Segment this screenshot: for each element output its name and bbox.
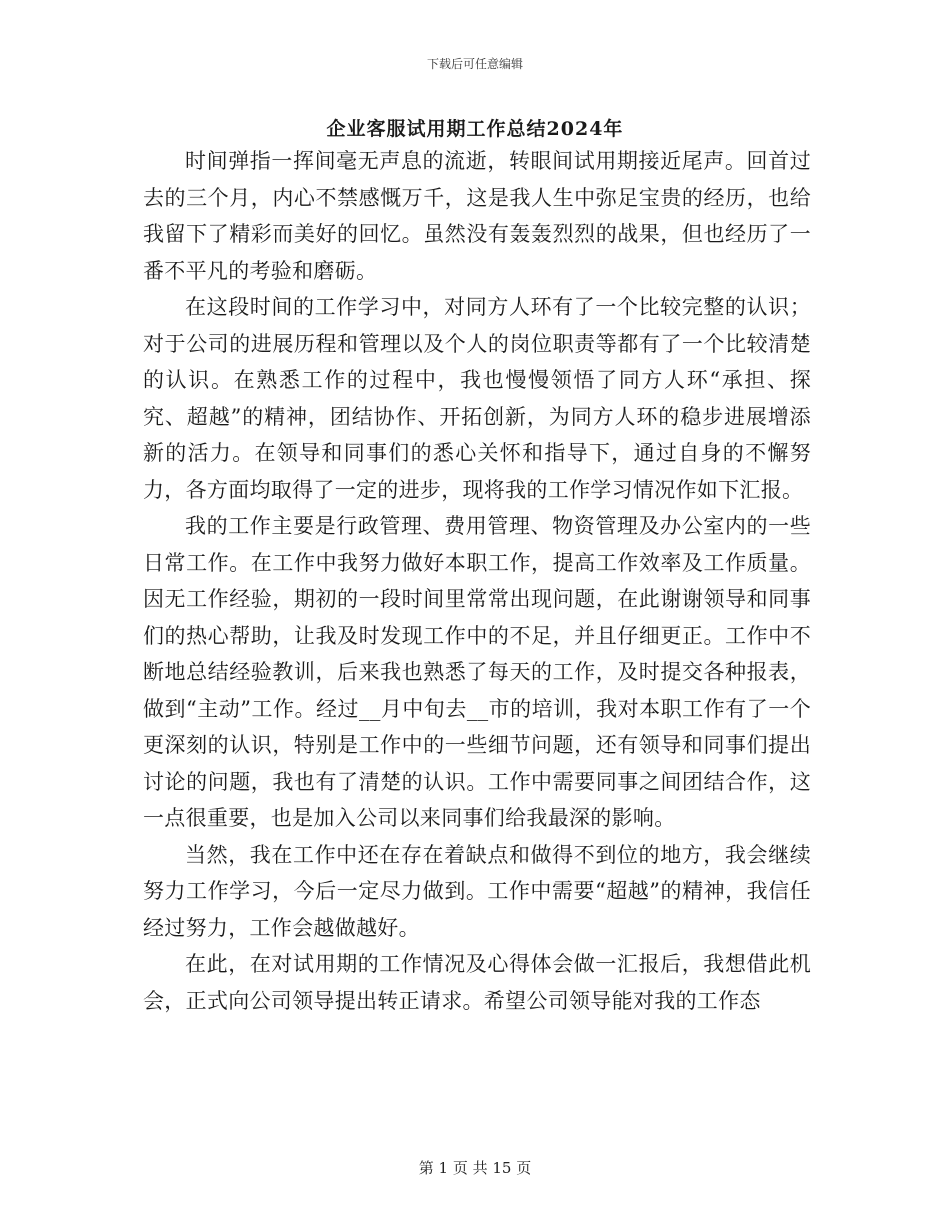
paragraph: 时间弹指一挥间毫无声息的流逝，转眼间试用期接近尾声。回首过去的三个月，内心不禁感慨万千，这是我人生中弥足宝贵的经历，也给我留下了精彩而美好的回忆。虽然没有轰轰烈烈的战果，但也经历了一番不平凡的考验和磨砺。 [143, 149, 811, 283]
paragraph: 当然，我在工作中还在存在着缺点和做得不到位的地方，我会继续努力工作学习，今后一定尽力做到。工作中需要“超越”的精神，我信任经过努力，工作会越做越好。 [143, 842, 811, 940]
document-title: 企业客服试用期工作总结2024年 [326, 118, 624, 140]
paragraph: 在这段时间的工作学习中，对同方人环有了一个比较完整的认识；对于公司的进展历程和管理以及个人的岗位职责等都有了一个比较清楚的认识。在熟悉工作的过程中，我也慢慢领悟了同方人环“承担、探究、超越”的精神，团结协作、开拓创新，为同方人环的稳步进展增添新的活力。在领导和同事们的悉心关怀和指导下，通过自身的不懈努力，各方面均取得了一定的进步，现将我的工作学习情况作如下汇报。 [143, 295, 811, 502]
page-number: 第 1 页 共 15 页 [418, 1159, 532, 1177]
page-header-note: 下载后可任意编辑 [426, 57, 523, 71]
paragraph: 在此，在对试用期的工作情况及心得体会做一汇报后，我想借此机会，正式向公司领导提出转正请求。希望公司领导能对我的工作态 [143, 952, 811, 1013]
document-body [143, 143, 811, 1019]
paragraph: 我的工作主要是行政管理、费用管理、物资管理及办公室内的一些日常工作。在工作中我努力做好本职工作，提高工作效率及工作质量。因无工作经验，期初的一段时间里常常出现问题，在此谢谢领导和同事们的热心帮助，让我及时发现工作中的不足，并且仔细更正。工作中不断地总结经验教训，后来我也熟悉了每天的工作，及时提交各种报表，做到“主动”工作。经过__月中旬去__市的培训，我对本职工作有了一个更深刻的认识，特别是工作中的一些细节问题，还有领导和同事们提出讨论的问题，我也有了清楚的认识。工作中需要同事之间团结合作，这一点很重要，也是加入公司以来同事们给我最深的影响。 [143, 514, 811, 830]
